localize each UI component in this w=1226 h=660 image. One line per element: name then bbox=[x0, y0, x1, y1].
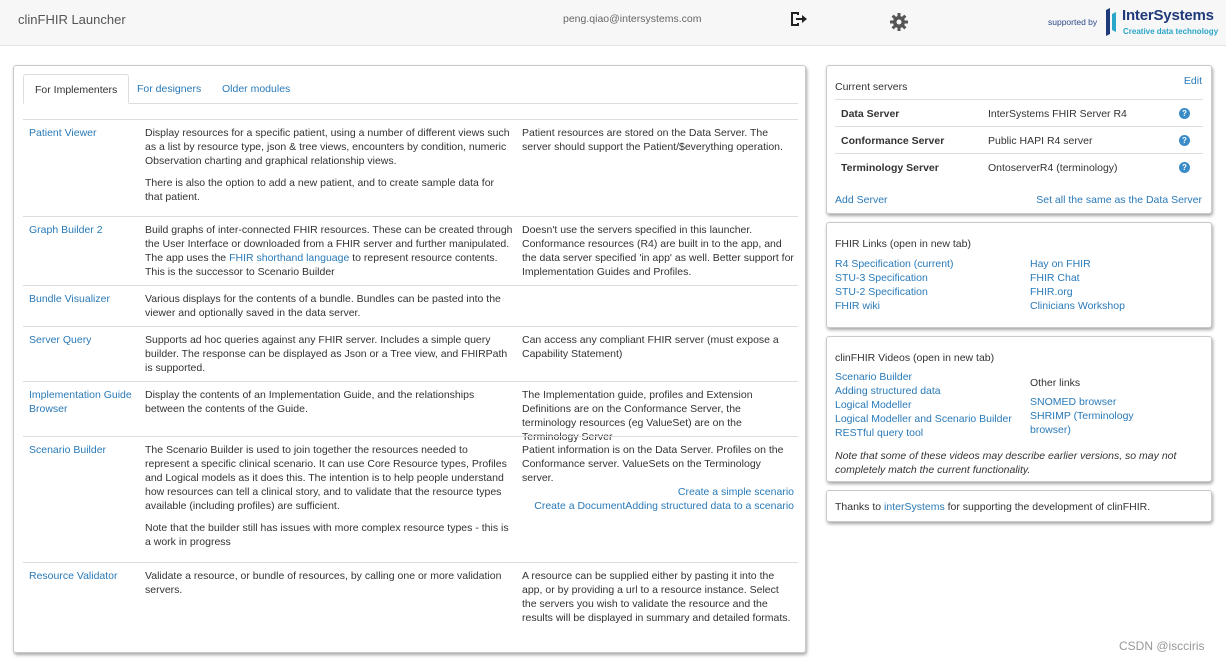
hay-on-fhir-link[interactable]: Hay on FHIR bbox=[1030, 258, 1091, 270]
stu2-spec-link[interactable]: STU-2 Specification bbox=[835, 286, 928, 298]
bundle-visualizer-link[interactable]: Bundle Visualizer bbox=[29, 293, 110, 305]
snomed-browser-link[interactable]: SNOMED browser bbox=[1030, 396, 1117, 408]
fhir-wiki-link[interactable]: FHIR wiki bbox=[835, 300, 880, 312]
description-text: There is also the option to add a new patient, and to create sample data for that patient. bbox=[145, 177, 495, 203]
fhir-chat-link[interactable]: FHIR Chat bbox=[1030, 272, 1080, 284]
module-notes: The Implementation guide, profiles and Extension Definitions are on the Conformance Server, the terminology resources (eg ValueSet) are on the Terminology Server bbox=[522, 389, 753, 443]
video-links bbox=[835, 370, 1012, 440]
thanks-panel bbox=[826, 490, 1212, 522]
intersystems-logo-icon bbox=[1104, 6, 1118, 38]
other-links bbox=[1030, 395, 1170, 437]
video-link[interactable]: Scenario Builder bbox=[835, 371, 913, 383]
logout-icon[interactable] bbox=[788, 9, 808, 29]
description-text: The Scenario Builder is used to join together the resources needed to represent a specific clinical scenario. It can use Core Resource types, Profiles and Logical models as it does this. The intention is to help people understand how resources can tell a clinical story, and to validate that the resource types available (including profiles) are sufficient. bbox=[145, 444, 507, 512]
fhir-org-link[interactable]: FHIR.org bbox=[1030, 286, 1073, 298]
notes-text: Patient information is on the Data Server. Profiles on the Conformance server. ValueSets on the Terminology server. bbox=[522, 444, 784, 484]
video-link[interactable]: Logical Modeller bbox=[835, 399, 912, 411]
description-text: Note that the builder still has issues with more complex resource types - this is a work in progress bbox=[145, 522, 509, 548]
module-row bbox=[23, 562, 798, 642]
video-link[interactable]: Logical Modeller and Scenario Builder bbox=[835, 413, 1012, 425]
videos-note: Note that some of these videos may describe earlier versions, so may not completely match the current functionality. bbox=[835, 450, 1177, 476]
tab-older-modules[interactable]: Older modules bbox=[222, 83, 291, 95]
set-same-server-link[interactable]: Set all the same as the Data Server bbox=[1036, 194, 1202, 206]
clinicians-workshop-link[interactable]: Clinicians Workshop bbox=[1030, 300, 1125, 312]
stu3-spec-link[interactable]: STU-3 Specification bbox=[835, 272, 928, 284]
module-description bbox=[145, 223, 513, 279]
user-email: peng.qiao@intersystems.com bbox=[563, 13, 702, 25]
patient-viewer-link[interactable]: Patient Viewer bbox=[29, 127, 97, 139]
module-notes: Patient resources are stored on the Data Server. The server should support the Patient/$everything operation. bbox=[522, 127, 783, 153]
module-notes bbox=[522, 443, 794, 513]
create-document-link[interactable]: Create a DocumentAdding structured data to a scenario bbox=[534, 500, 794, 512]
module-row bbox=[23, 436, 798, 562]
description-text: Build graphs of inter-connected FHIR resources. These can be created through the User Interface or downloaded from a FHIR server and further manipulated. The app uses the bbox=[145, 224, 513, 264]
intersystems-link[interactable]: interSystems bbox=[884, 501, 945, 513]
module-notes: A resource can be supplied either by pasting it into the app, or by providing a url to a resource instance. Select the servers you wish to validate the resource and the results will be displayed in summary and detailed formats. bbox=[522, 570, 791, 624]
server-row bbox=[835, 126, 1203, 153]
watermark: CSDN @iscciris bbox=[1119, 639, 1205, 653]
resource-validator-link[interactable]: Resource Validator bbox=[29, 570, 118, 582]
server-label: Conformance Server bbox=[841, 135, 945, 147]
tab-for-designers[interactable]: For designers bbox=[137, 83, 202, 95]
help-icon[interactable]: ? bbox=[1179, 162, 1190, 173]
server-query-link[interactable]: Server Query bbox=[29, 334, 92, 346]
module-description: Various displays for the contents of a bundle. Bundles can be pasted into the viewer and optionally saved in the data server. bbox=[145, 293, 501, 319]
module-description: Display the contents of an Implementation Guide, and the relationships between the contents of the Guide. bbox=[145, 389, 475, 415]
module-description: Supports ad hoc queries against any FHIR server. Includes a simple query builder. The response can be displayed as Json or a Tree view, and FHIRPath is supported. bbox=[145, 334, 508, 374]
module-notes: Doesn't use the servers specified in this launcher. Conformance resources (R4) are built in to the app, and the data server specified 'in app' as well. Better support for Implementation Guides and Profiles. bbox=[522, 224, 794, 278]
thanks-pre: Thanks to bbox=[835, 501, 885, 513]
fhir-links-panel bbox=[826, 222, 1212, 328]
videos-panel bbox=[826, 336, 1212, 482]
r4-spec-link[interactable]: R4 Specification (current) bbox=[835, 258, 954, 270]
module-description: Validate a resource, or bundle of resources, by calling one or more validation servers. bbox=[145, 570, 502, 596]
fhir-shorthand-link[interactable]: FHIR shorthand language bbox=[229, 252, 350, 264]
modules-panel bbox=[13, 65, 806, 653]
videos-title: clinFHIR Videos (open in new tab) bbox=[835, 352, 995, 364]
server-value: InterSystems FHIR Server R4 bbox=[988, 108, 1127, 120]
module-row bbox=[23, 381, 798, 443]
fhir-links-right bbox=[1030, 257, 1125, 313]
thanks-post: for supporting the development of clinFHIR. bbox=[944, 501, 1151, 513]
module-row bbox=[23, 119, 798, 216]
description-text: Display resources for a specific patient, using a number of different views such as a list by resource type, json & tree views, encounters by condition, numeric Observation charting and graphical relationship views. bbox=[145, 127, 510, 167]
module-row bbox=[23, 285, 798, 326]
module-row bbox=[23, 216, 798, 285]
server-value: Public HAPI R4 server bbox=[988, 135, 1093, 147]
video-link[interactable]: Adding structured data bbox=[835, 385, 941, 397]
module-description bbox=[145, 443, 513, 549]
fhir-links-title: FHIR Links (open in new tab) bbox=[835, 238, 971, 250]
servers-panel bbox=[826, 65, 1212, 214]
fhir-links-left bbox=[835, 257, 953, 313]
graph-builder-link[interactable]: Graph Builder 2 bbox=[29, 224, 103, 236]
help-icon[interactable]: ? bbox=[1179, 108, 1190, 119]
shrimp-link[interactable]: SHRIMP (Terminology browser) bbox=[1030, 410, 1134, 436]
module-row bbox=[23, 326, 798, 381]
servers-title: Current servers bbox=[835, 81, 908, 93]
brand-name: InterSystems bbox=[1122, 7, 1214, 24]
edit-servers-link[interactable]: Edit bbox=[1183, 75, 1202, 87]
server-label: Terminology Server bbox=[841, 162, 939, 174]
module-notes: Can access any compliant FHIR server (must expose a Capability Statement) bbox=[522, 334, 779, 360]
gear-icon[interactable] bbox=[889, 12, 909, 32]
description-text: to represent resource contents. This is the successor to Scenario Builder bbox=[145, 252, 498, 278]
ig-browser-link[interactable]: Implementation Guide Browser bbox=[29, 389, 132, 415]
add-server-link[interactable]: Add Server bbox=[835, 194, 888, 206]
tab-bar bbox=[23, 74, 798, 104]
tab-for-implementers[interactable]: For Implementers bbox=[23, 74, 129, 104]
app-title: clinFHIR Launcher bbox=[18, 12, 126, 27]
server-row bbox=[835, 153, 1203, 180]
create-simple-scenario-link[interactable]: Create a simple scenario bbox=[677, 486, 794, 498]
thanks-text bbox=[835, 501, 1150, 513]
brand-tagline: Creative data technology bbox=[1123, 27, 1219, 36]
top-bar bbox=[0, 0, 1226, 46]
other-links-title: Other links bbox=[1030, 377, 1081, 389]
module-description bbox=[145, 126, 513, 204]
help-icon[interactable]: ? bbox=[1179, 135, 1190, 146]
video-link[interactable]: RESTful query tool bbox=[835, 427, 924, 439]
scenario-builder-link[interactable]: Scenario Builder bbox=[29, 444, 107, 456]
server-value: OntoserverR4 (terminology) bbox=[988, 162, 1118, 174]
server-row bbox=[835, 99, 1203, 126]
server-label: Data Server bbox=[841, 108, 900, 120]
supported-by-label: supported by bbox=[1048, 17, 1098, 27]
